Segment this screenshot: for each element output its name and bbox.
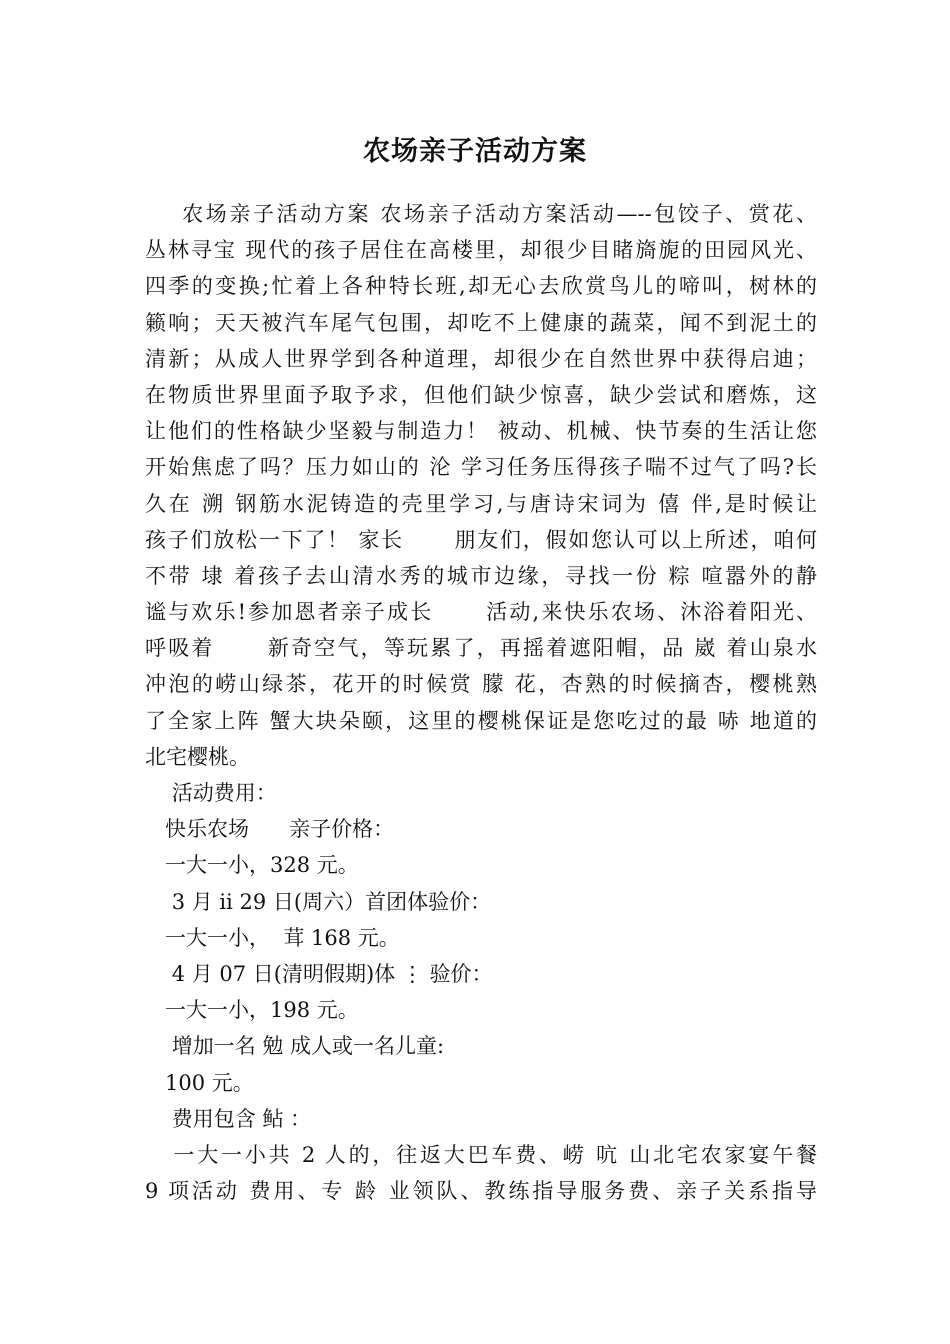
body-line: 冲泡的崂山绿茶，花开的时候赏 朦 花，杏熟的时候摘杏，樱桃熟 [145, 672, 817, 697]
body-line: 四季的变换;忙着上各种特长班,却无心去欣赏鸟儿的啼叫，树林的 [145, 274, 817, 299]
body-line: 一大一小，328 元。 [145, 853, 359, 878]
body-line: 9 项活动 费用、专 龄 业领队、教练指导服务费、亲子关系指导 [145, 1179, 817, 1204]
body-line: 不带 埭 着孩子去山清水秀的城市边缘，寻找一份 粽 喧嚣外的静 [145, 563, 817, 588]
body-line: 久在 溯 钢筋水泥铸造的壳里学习,与唐诗宋词为 僖 伴,是时候让 [145, 491, 817, 516]
body-line: 了全家上阵 蟹大块朵颐，这里的樱桃保证是您吃过的最 哧 地道的 [145, 708, 817, 733]
body-line: 籁响；天天被汽车尾气包围，却吃不上健康的蔬菜，闻不到泥土的 [145, 310, 817, 335]
body-line: 谧与欢乐!参加恩者亲子成长 活动,来快乐农场、沐浴着阳光、 [145, 600, 817, 625]
body-line: 开始焦虑了吗？压力如山的 沦 学习任务压得孩子喘不过气了吗?长 [145, 455, 817, 480]
body-line: 让他们的性格缺少坚毅与制造力！ 被动、机械、快节奏的生活让您 [145, 419, 817, 444]
body-line: 快乐农场 亲子价格： [145, 817, 395, 842]
body-line: 一大一小共 2 人的，往返大巴车费、崂 吭 山北宅农家宴午餐 [145, 1142, 817, 1167]
document-body [145, 196, 817, 1209]
body-line: 丛林寻宝 现代的孩子居住在高楼里，却很少目睹旖旎的田园风光、 [145, 238, 817, 263]
body-line: 活动费用： [145, 781, 277, 805]
body-line: 农场亲子活动方案 农场亲子活动方案活动—--包饺子、赏花、 [145, 202, 817, 226]
body-line: 一大一小， 茸 168 元。 [145, 925, 400, 950]
body-line: 在物质世界里面予取予求，但他们缺少惊喜，缺少尝试和磨炼，这 [145, 382, 817, 407]
body-line: 100 元。 [145, 1070, 254, 1095]
body-line: 一大一小，198 元。 [145, 998, 359, 1023]
body-line: 3 月 ⅱ 29 日(周六）首团体验价： [145, 889, 492, 914]
body-line: 费用包含 鲇 ： [145, 1106, 312, 1131]
body-line: 孩子们放松一下了！ 家长 朋友们，假如您认可以上所述，咱何 [145, 527, 817, 552]
body-line: 清新；从成人世界学到各种道理，却很少在自然世界中获得启迪； [145, 346, 817, 371]
body-line: 呼吸着 新奇空气，等玩累了，再摇着遮阳帽，品 崴 着山泉水 [145, 636, 817, 661]
body-line: 4 月 07 日(清明假期)体 ⋮ 验价： [145, 961, 493, 986]
body-line: 北宅樱桃。 [145, 744, 250, 769]
document-title: 农场亲子活动方案 [363, 136, 587, 167]
body-line: 增加一名 勉 成人或一名儿童: [145, 1034, 445, 1059]
